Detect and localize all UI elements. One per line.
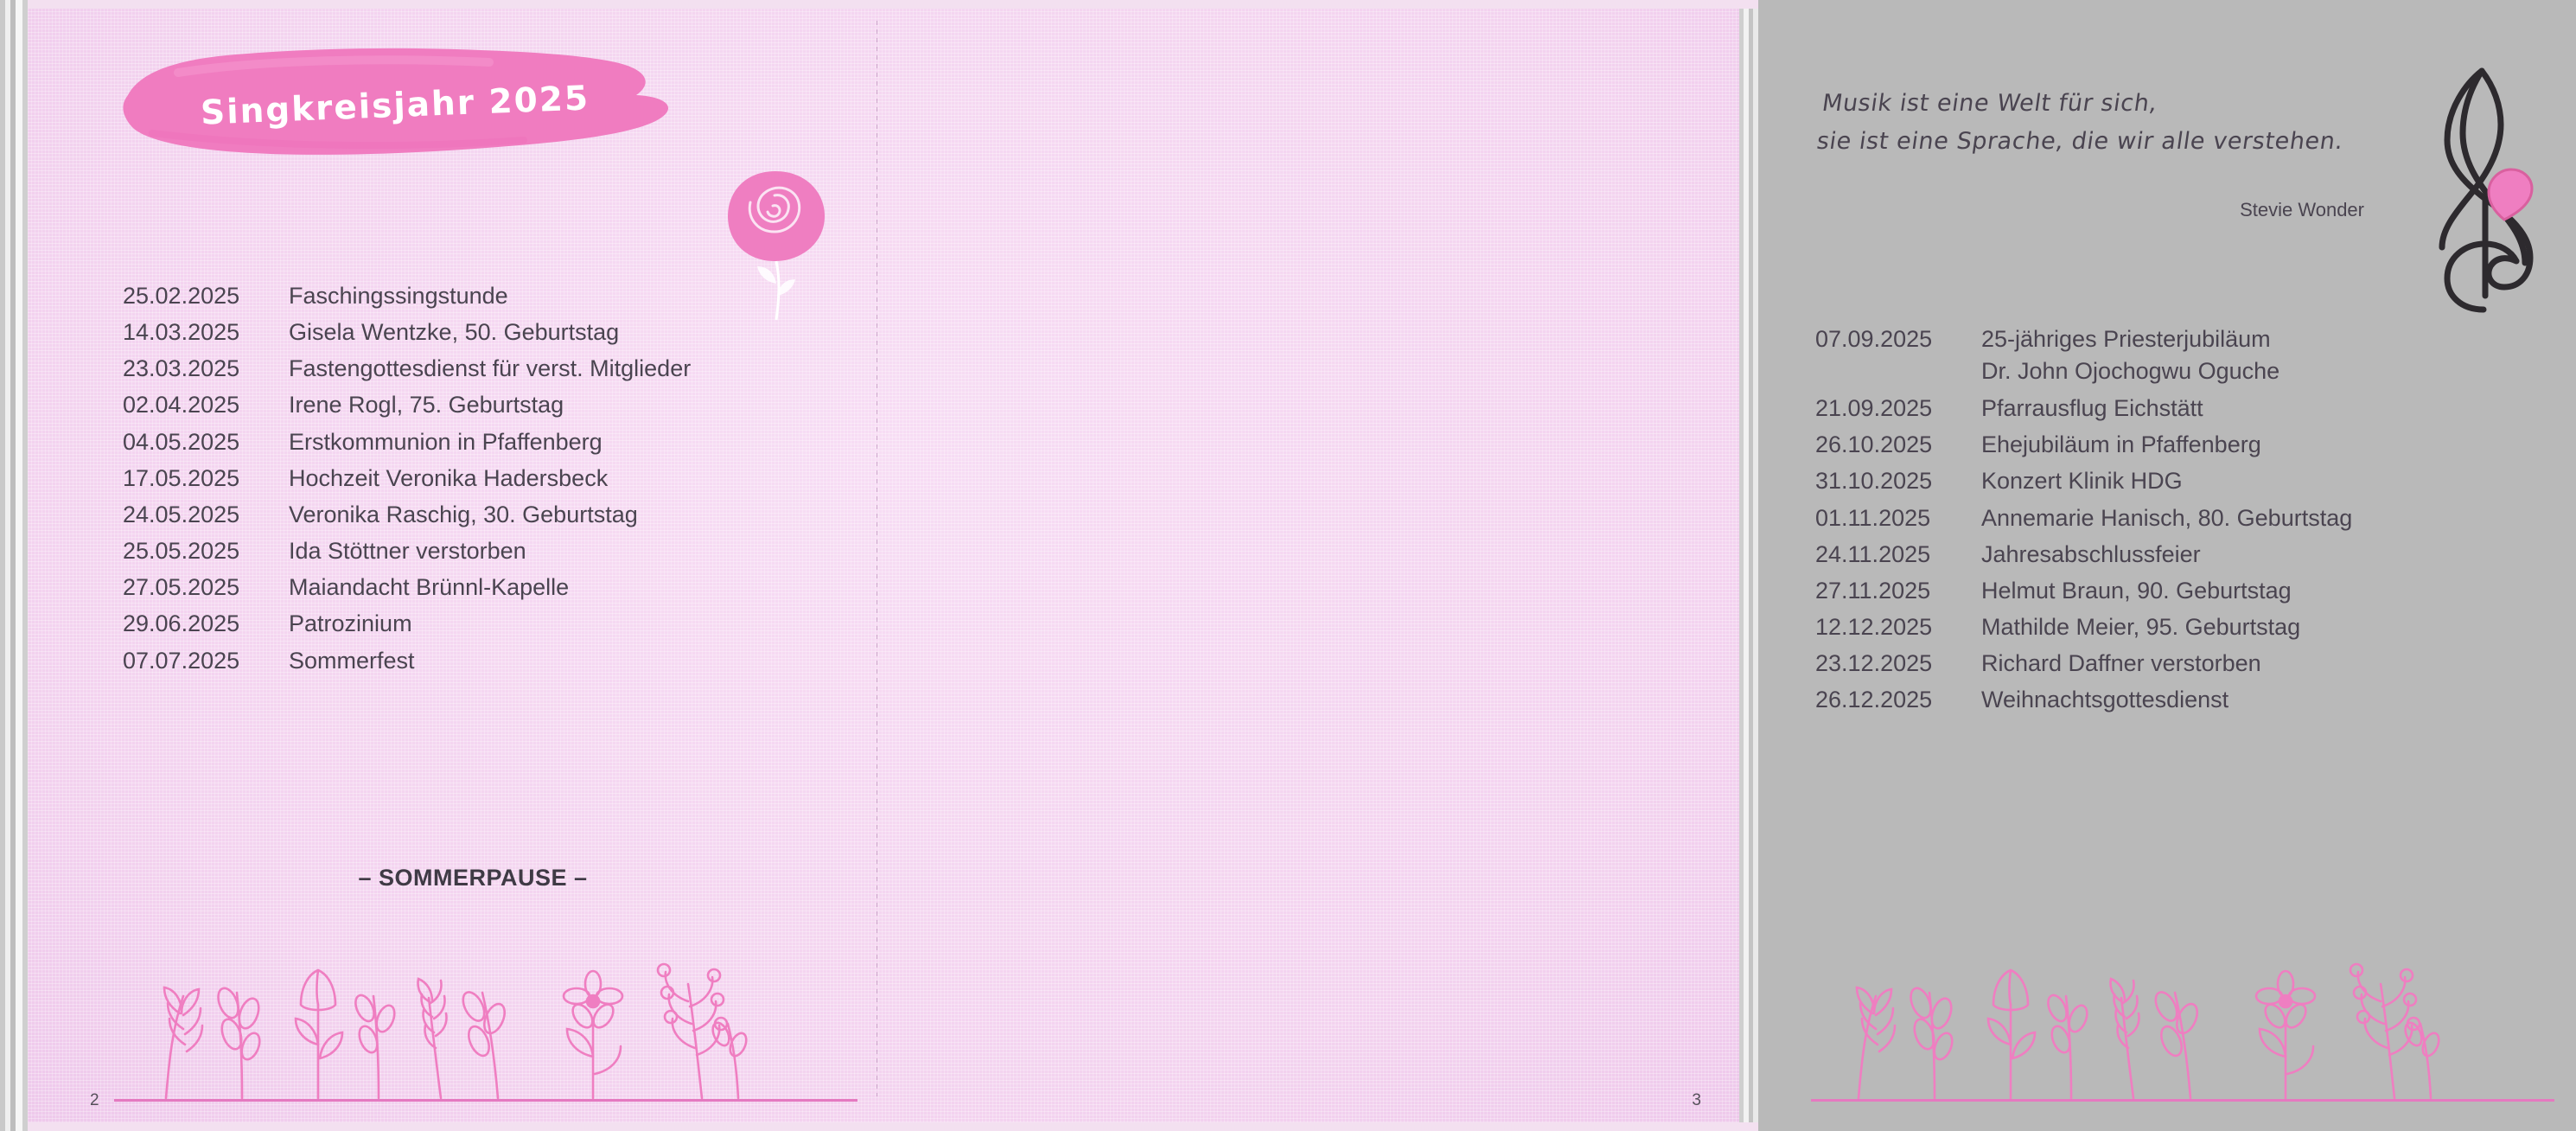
event-description: Ida Stöttner verstorben [289, 538, 526, 565]
event-date: 25.02.2025 [123, 283, 240, 309]
table-row [123, 466, 832, 491]
table-row [1815, 327, 2576, 352]
event-date: 24.11.2025 [1815, 540, 1931, 567]
event-description: 25-jähriges Priesterjubiläum [1981, 326, 2271, 352]
event-date: 01.11.2025 [1815, 504, 1931, 531]
event-description: Erstkommunion in Pfaffenberg [289, 428, 603, 455]
table-row [123, 649, 832, 674]
event-description: Mathilde Meier, 95. Geburtstag [1981, 614, 2301, 641]
treble-clef-icon [2409, 61, 2547, 320]
event-date: 27.11.2025 [1815, 577, 1931, 604]
event-description: Helmut Braun, 90. Geburtstag [1981, 577, 2292, 604]
table-row [1815, 578, 2576, 604]
event-date: 04.05.2025 [123, 428, 240, 455]
event-description: Gisela Wentzke, 50. Geburtstag [289, 319, 620, 346]
left-page [28, 9, 877, 1122]
table-row [123, 320, 832, 345]
floral-border-left [131, 962, 806, 1100]
quote-text [1814, 85, 2430, 160]
event-date: 02.04.2025 [123, 392, 240, 419]
left-event-list [123, 284, 832, 685]
quote-line-2: sie ist eine Sprache, die wir alle verstehen. [1814, 127, 2345, 155]
table-row [123, 393, 832, 418]
event-date: 26.10.2025 [1815, 431, 1933, 458]
event-date: 26.12.2025 [1815, 687, 1933, 713]
table-row [1815, 615, 2576, 640]
footer-rule-left [114, 1099, 858, 1102]
event-date: 25.05.2025 [123, 538, 240, 565]
event-date: 23.12.2025 [1815, 650, 1933, 677]
table-row [1815, 432, 2576, 457]
table-row [123, 539, 832, 564]
table-row [1815, 687, 2576, 712]
table-row [123, 284, 832, 309]
event-date: 07.07.2025 [123, 647, 240, 674]
table-row [1815, 651, 2576, 676]
table-row [123, 430, 832, 455]
event-description: Patrozinium [289, 610, 412, 637]
event-description: Konzert Klinik HDG [1981, 468, 2183, 495]
table-row [123, 356, 832, 381]
event-date: 17.05.2025 [123, 464, 240, 491]
event-date: 23.03.2025 [123, 355, 240, 382]
floral-border-right [1824, 962, 2498, 1100]
event-description: Fastengottesdienst für verst. Mitglieder [289, 355, 692, 382]
footer-rule-right [1811, 1099, 2554, 1102]
event-description: Pfarrausflug Eichstätt [1981, 395, 2203, 422]
event-date: 07.09.2025 [1815, 326, 1933, 352]
table-row [1815, 542, 2576, 567]
table-row [123, 502, 832, 527]
quote-line-1: Musik ist eine Welt für sich, [1820, 90, 2159, 117]
quote-author: Stevie Wonder [2240, 199, 2364, 220]
right-event-list [1815, 327, 2576, 725]
page-number-left: 2 [90, 1091, 99, 1109]
event-date: 24.05.2025 [123, 501, 240, 527]
table-row [1815, 506, 2576, 531]
table-row [123, 611, 832, 636]
event-description: Irene Rogl, 75. Geburtstag [289, 392, 564, 419]
event-description-continued: Dr. John Ojochogwu Oguche [1981, 358, 2280, 385]
event-description: Faschingssingstunde [289, 283, 508, 309]
event-description: Richard Daffner verstorben [1981, 650, 2261, 677]
event-description: Veronika Raschig, 30. Geburtstag [289, 501, 638, 527]
event-description: Weihnachtsgottesdienst [1981, 687, 2229, 713]
event-date: 27.05.2025 [123, 574, 240, 601]
event-description: Jahresabschlussfeier [1981, 540, 2201, 567]
page-title: Singkreisjahr 2025 [200, 79, 590, 133]
page-number-right: 3 [1692, 1091, 1701, 1109]
sommerpause-note: – SOMMERPAUSE – [358, 865, 588, 891]
event-date: 29.06.2025 [123, 610, 240, 637]
event-date: 21.09.2025 [1815, 395, 1933, 422]
event-date: 31.10.2025 [1815, 468, 1933, 495]
table-row [1815, 469, 2576, 494]
event-description: Maiandacht Brünnl-Kapelle [289, 574, 570, 601]
table-row [123, 575, 832, 600]
event-description: Annemarie Hanisch, 80. Geburtstag [1981, 504, 2353, 531]
event-description: Hochzeit Veronika Hadersbeck [289, 464, 609, 491]
event-date: 14.03.2025 [123, 319, 240, 346]
book-right-edge [1739, 9, 1758, 1122]
event-description: Sommerfest [289, 647, 415, 674]
event-date: 12.12.2025 [1815, 614, 1933, 641]
table-row [1815, 396, 2576, 421]
event-description: Ehejubiläum in Pfaffenberg [1981, 431, 2261, 458]
right-page [877, 9, 2364, 1122]
